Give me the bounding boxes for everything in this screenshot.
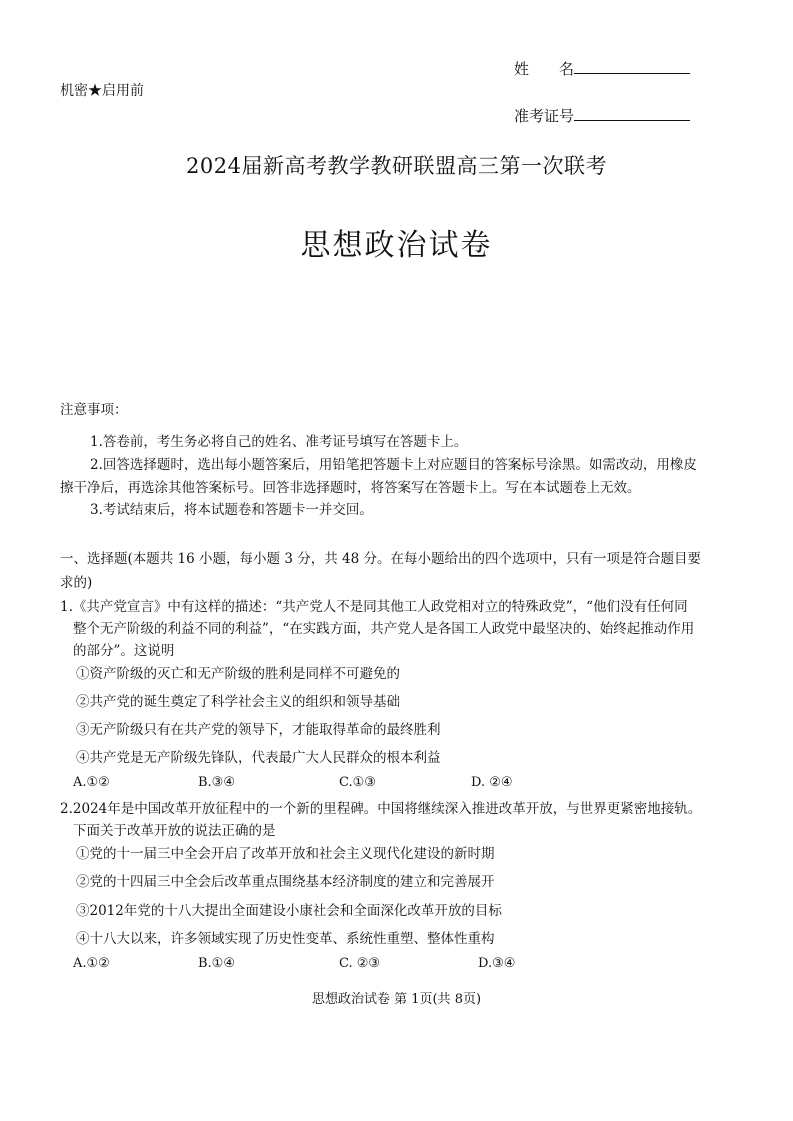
notice-heading: 注意事项： — [60, 402, 128, 418]
id-blank — [574, 106, 690, 121]
notice-item-2-line-2: 擦干净后，再选涂其他答案标号。回答非选择题时，将答案写在答题卡上。写在本试题卷上无效。 — [60, 480, 641, 496]
q1-option-a: A.①② — [73, 775, 110, 790]
q2-statement-2: ②党的十四届三中全会后改革重点围绕基本经济制度的建立和完善展开 — [76, 874, 495, 890]
q1-statement-3: ③无产阶级只有在共产党的领导下，才能取得革命的最终胜利 — [76, 722, 441, 738]
subject-title: 思想政治试卷 — [300, 228, 493, 263]
notice-item-2-line-1: 2.回答选择题时，选出每小题答案后，用铅笔把答题卡上对应题目的答案标号涂黑。如需改动，用橡皮 — [90, 457, 697, 473]
name-field — [514, 58, 690, 79]
q2-statement-1: ①党的十一届三中全会开启了改革开放和社会主义现代化建设的新时期 — [76, 846, 495, 862]
notice-item-3: 3.考试结束后，将本试题卷和答题卡一并交回。 — [90, 502, 373, 518]
q2-statement-3: ③2012年党的十八大提出全面建设小康社会和全面深化改革开放的目标 — [76, 903, 502, 919]
q2-option-a: A.①② — [73, 956, 110, 971]
q2-stem-line-1: 2.2024年是中国改革开放征程中的一个新的里程碑。中国将继续深入推进改革开放，与世界更紧密地接轨。 — [60, 801, 702, 817]
section-heading-line-1: 一、选择题(本题共 16 小题，每小题 3 分，共 48 分。在每小题给出的四个选项中，只有一项是符合题目要 — [60, 551, 701, 567]
q2-option-c: C. ②③ — [339, 956, 381, 971]
q2-statement-4: ④十八大以来，许多领域实现了历史性变革、系统性重塑、整体性重构 — [76, 931, 495, 947]
name-blank — [574, 59, 690, 74]
q2-option-b: B.①④ — [198, 956, 235, 971]
secret-label: 机密★启用前 — [60, 83, 144, 99]
notice-item-1: 1.答卷前，考生务必将自己的姓名、准考证号填写在答题卡上。 — [90, 434, 468, 450]
q1-statement-4: ④共产党是无产阶级先锋队，代表最广大人民群众的根本利益 — [76, 750, 441, 766]
exam-title: 2024届新高考教学教研联盟高三第一次联考 — [186, 154, 607, 178]
q1-stem-line-2: 整个无产阶级的利益不同的利益”，“在实践方面，共产党人是各国工人政党中最坚决的、始终起推动作用 — [73, 621, 695, 637]
section-heading-line-2: 求的) — [60, 575, 93, 591]
name-label: 姓 名 — [514, 60, 575, 78]
q2-option-d: D.③④ — [478, 956, 516, 971]
page-footer: 思想政治试卷 第 1页(共 8页) — [311, 992, 482, 1007]
id-label: 准考证号 — [514, 107, 575, 125]
q1-statement-2: ②共产党的诞生奠定了科学社会主义的组织和领导基础 — [76, 694, 400, 710]
q1-option-d: D. ②④ — [471, 775, 513, 790]
q2-stem-line-2: 下面关于改革开放的说法正确的是 — [73, 823, 276, 839]
q1-option-c: C.①③ — [339, 775, 376, 790]
q1-stem-line-3: 的部分”。这说明 — [73, 643, 175, 659]
q1-stem-line-1: 1.《共产党宣言》中有这样的描述：“共产党人不是同其他工人政党相对立的特殊政党”，“他们没有任何同 — [60, 599, 688, 615]
q1-option-b: B.③④ — [198, 775, 235, 790]
id-field — [514, 105, 690, 126]
q1-statement-1: ①资产阶级的灭亡和无产阶级的胜利是同样不可避免的 — [76, 666, 400, 682]
